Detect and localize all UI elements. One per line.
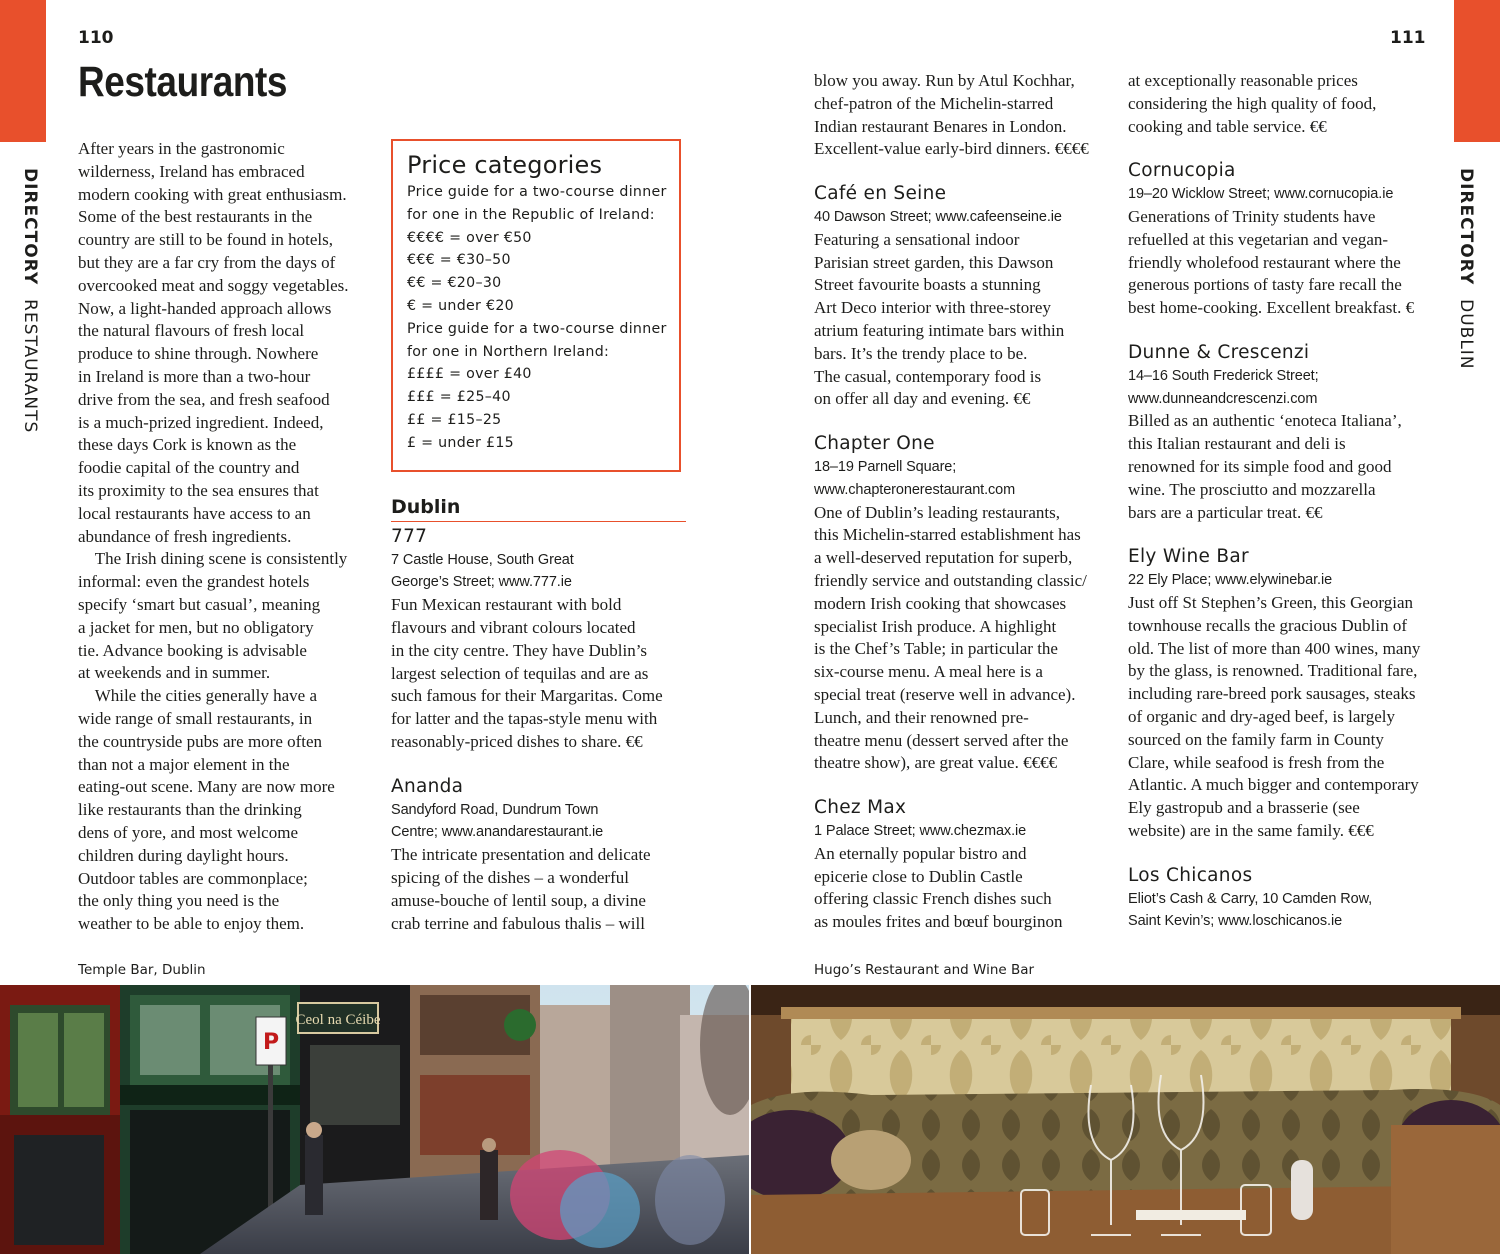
intro-line: informal: even the grandest hotels — [78, 572, 310, 592]
side-label-directory: DIRECTORY — [20, 168, 40, 286]
restaurant-address: George’s Street; www.777.ie — [391, 574, 572, 591]
continued-text-line: cooking and table service. €€ — [1128, 116, 1327, 136]
restaurant-description-line: Ely gastropub and a brasserie (see — [1128, 798, 1360, 818]
restaurant-description-line: Billed as an authentic ‘enoteca Italiana’, — [1128, 411, 1402, 431]
intro-line: in Ireland is more than a two-hour — [78, 366, 311, 386]
restaurant-name: Los Chicanos — [1128, 864, 1253, 886]
restaurant-description-line: for latter and the tapas-style menu with — [391, 709, 658, 729]
continued-text-line: Excellent-value early-bird dinners. €€€€ — [814, 139, 1089, 159]
price-line: Price guide for a two-course dinner — [407, 184, 667, 200]
intro-line: abundance of fresh ingredients. — [78, 526, 292, 546]
restaurant-description-line: largest selection of tequilas and are as — [391, 663, 649, 683]
page-number-left: 110 — [78, 28, 114, 48]
intro-line: tie. Advance booking is advisable — [78, 640, 307, 660]
intro-line: dens of yore, and most welcome — [78, 822, 298, 842]
restaurant-description-line: old. The list of more than 400 wines, many — [1128, 638, 1421, 658]
restaurant-description-line: crab terrine and fabulous thalis – will — [391, 913, 645, 933]
intro-line: country are still to be found in hotels, — [78, 230, 333, 250]
restaurant-description-line: Parisian street garden, this Dawson — [814, 252, 1054, 272]
restaurant-address: www.dunneandcrescenzi.com — [1128, 390, 1318, 407]
restaurant-description-line: theatre show), are great value. €€€€ — [814, 753, 1058, 773]
restaurant-description-line: reasonably-priced dishes to share. €€ — [391, 731, 643, 751]
restaurant-address: 7 Castle House, South Great — [391, 551, 574, 568]
restaurant-address: Saint Kevin’s; www.loschicanos.ie — [1128, 913, 1343, 930]
restaurant-description-line: spicing of the dishes – a wonderful — [391, 867, 629, 887]
pub-sign-text: Ceol na Céibe — [295, 1012, 381, 1028]
restaurant-description-line: generous portions of tasty fare recall the — [1128, 275, 1402, 295]
intro-line: drive from the sea, and fresh seafood — [78, 389, 330, 409]
intro-line: Outdoor tables are commonplace; — [78, 868, 308, 888]
restaurant-description-line: Clare, while seafood is fresh from the — [1128, 752, 1385, 772]
restaurant-description-line: Lunch, and their renowned pre- — [814, 707, 1029, 727]
price-line: for one in Northern Ireland: — [407, 343, 610, 360]
restaurant-description-line: Art Deco interior with three-storey — [814, 298, 1051, 318]
price-box-heading: Price categories — [407, 151, 603, 179]
restaurant-description-line: best home-cooking. Excellent breakfast. € — [1128, 298, 1415, 318]
restaurant-description-line: Fun Mexican restaurant with bold — [391, 595, 622, 615]
intro-line: a jacket for men, but no obligatory — [78, 617, 314, 637]
restaurant-description-line: Generations of Trinity students have — [1128, 206, 1376, 226]
price-line: ££££ = over £40 — [407, 366, 532, 383]
restaurant-address: 19–20 Wicklow Street; www.cornucopia.ie — [1128, 186, 1394, 203]
continued-text-line: Indian restaurant Benares in London. — [814, 116, 1067, 136]
price-line: £££ = £25–40 — [407, 389, 511, 406]
restaurant-description-line: this Italian restaurant and deli is — [1128, 434, 1346, 454]
restaurant-description-line: flavours and vibrant colours located — [391, 617, 636, 637]
intro-line: the natural flavours of fresh local — [78, 321, 305, 341]
restaurant-description-line: An eternally popular bistro and — [814, 843, 1027, 863]
intro-line: wilderness, Ireland has embraced — [78, 161, 305, 181]
intro-line: is a much-prized ingredient. Indeed, — [78, 412, 324, 432]
restaurant-description-line: Featuring a sensational indoor — [814, 229, 1020, 249]
restaurant-description-line: is the Chef’s Table; in particular the — [814, 639, 1058, 659]
restaurant-address: 1 Palace Street; www.chezmax.ie — [814, 822, 1027, 839]
left-side-label — [18, 168, 48, 468]
restaurant-description-line: six-course menu. A meal here is a — [814, 662, 1043, 682]
price-box-lines — [407, 181, 665, 455]
restaurant-address: Sandyford Road, Dundrum Town — [391, 801, 599, 818]
restaurant-address: 22 Ely Place; www.elywinebar.ie — [1128, 572, 1333, 589]
intro-line: wide range of small restaurants, in — [78, 708, 313, 728]
listings-col-4 — [1128, 70, 1423, 933]
intro-line: specify ‘smart but casual’, meaning — [78, 594, 321, 614]
intro-line: like restaurants than the drinking — [78, 800, 302, 820]
intro-line: modern cooking with great enthusiasm. — [78, 184, 347, 204]
continued-text-line: blow you away. Run by Atul Kochhar, — [814, 71, 1075, 90]
restaurant-description-line: including rare-breed pork sausages, steaks — [1128, 684, 1416, 704]
continued-text-line: at exceptionally reasonable prices — [1128, 71, 1358, 90]
parking-sign-text: P — [262, 1030, 280, 1055]
restaurant-address: 18–19 Parnell Square; — [814, 458, 957, 475]
intro-line: eating-out scene. Many are now more — [78, 777, 335, 797]
restaurant-description-line: by the glass, is renowned. Traditional fare, — [1128, 661, 1418, 681]
restaurant-description-line: modern Irish cooking that showcases — [814, 593, 1067, 613]
price-line: € = under €20 — [407, 297, 514, 314]
intro-line: the only thing you need is the — [78, 891, 280, 911]
price-categories-box — [391, 139, 681, 472]
intro-line: Now, a light-handed approach allows — [78, 298, 332, 318]
intro-line: Some of the best restaurants in the — [78, 207, 313, 227]
price-line: for one in the Republic of Ireland: — [407, 206, 655, 223]
restaurant-description-line: sourced on the family farm in County — [1128, 729, 1384, 749]
restaurant-description-line: website) are in the same family. €€€ — [1128, 820, 1374, 840]
restaurant-description-line: bars. It’s the trendy place to be. — [814, 343, 1028, 363]
restaurant-description-line: as moules frites and bœuf bourginon — [814, 912, 1063, 932]
intro-line: local restaurants have access to an — [78, 503, 311, 523]
restaurant-name: Cornucopia — [1128, 160, 1236, 182]
intro-line: at weekends and in summer. — [78, 663, 271, 683]
side-label-directory: DIRECTORY — [1456, 168, 1476, 286]
restaurant-address: 14–16 South Frederick Street; — [1128, 367, 1319, 384]
restaurant-description-line: friendly service and outstanding classic/ — [814, 570, 1087, 590]
restaurant-name: 777 — [391, 525, 428, 547]
price-line: Price guide for a two-course dinner — [407, 320, 667, 337]
intro-text — [78, 138, 378, 936]
intro-line: The Irish dining scene is consistently — [78, 549, 348, 569]
restaurant-description-line: Just off St Stephen’s Green, this Georgian — [1128, 592, 1414, 612]
intro-line: weather to be able to enjoy them. — [78, 914, 305, 934]
page-title: Restaurants — [78, 58, 288, 106]
right-edge-tab — [1454, 0, 1500, 142]
page-number-right: 111 — [1390, 28, 1426, 48]
intro-line: children during daylight hours. — [78, 845, 289, 865]
restaurant-description-line: such famous for their Margaritas. Come — [391, 686, 663, 706]
intro-line: than not a major element in the — [78, 754, 290, 774]
photo-caption-left: Temple Bar, Dublin — [78, 962, 206, 978]
continued-text-line: chef-patron of the Michelin-starred — [814, 93, 1054, 113]
restaurant-description-line: special treat (reserve well in advance). — [814, 684, 1076, 704]
restaurant-address: Eliot’s Cash & Carry, 10 Camden Row, — [1128, 890, 1373, 907]
restaurant-name: Chez Max — [814, 797, 907, 819]
left-edge-tab — [0, 0, 46, 142]
hugos-restaurant-photo — [751, 985, 1500, 1254]
restaurant-description-line: wine. The prosciutto and mozzarella — [1128, 479, 1376, 499]
photo-caption-right: Hugo’s Restaurant and Wine Bar — [814, 962, 1035, 978]
restaurant-description-line: offering classic French dishes such — [814, 889, 1052, 909]
restaurant-description-line: The intricate presentation and delicate — [391, 845, 651, 865]
restaurant-name: Ely Wine Bar — [1128, 546, 1249, 568]
restaurant-description-line: of organic and dry-aged beef, is largely — [1128, 706, 1396, 726]
restaurant-description-line: refuelled at this vegetarian and vegan- — [1128, 229, 1389, 249]
intro-line: produce to shine through. Nowhere — [78, 344, 319, 364]
price-line: £ = under £15 — [407, 434, 514, 451]
restaurant-description-line: specialist Irish produce. A highlight — [814, 616, 1057, 636]
side-label-section: DUBLIN — [1456, 299, 1476, 370]
price-line: €€ = €20–30 — [407, 275, 502, 292]
price-line: €€€ = €30–50 — [407, 252, 511, 269]
restaurant-description-line: this Michelin-starred establishment has — [814, 525, 1081, 545]
restaurant-name: Dunne & Crescenzi — [1128, 341, 1310, 363]
restaurant-address: Centre; www.anandarestaurant.ie — [391, 824, 604, 841]
restaurant-address: 40 Dawson Street; www.cafeenseine.ie — [814, 208, 1062, 225]
intro-line: While the cities generally have a — [78, 686, 318, 706]
intro-line: its proximity to the sea ensures that — [78, 480, 319, 500]
temple-bar-photo — [0, 985, 749, 1254]
restaurant-name: Café en Seine — [814, 183, 947, 205]
intro-line: these days Cork is known as the — [78, 435, 297, 455]
restaurant-description-line: on offer all day and evening. €€ — [814, 389, 1031, 409]
intro-line: After years in the gastronomic — [78, 139, 285, 158]
intro-line: foodie capital of the country and — [78, 458, 300, 478]
intro-line: the countryside pubs are more often — [78, 731, 323, 751]
price-line: ££ = £15–25 — [407, 411, 502, 428]
restaurant-description-line: a well-deserved reputation for superb, — [814, 548, 1073, 568]
region-heading: Dublin — [391, 496, 686, 522]
restaurant-description-line: epicerie close to Dublin Castle — [814, 866, 1023, 886]
continued-text-line: considering the high quality of food, — [1128, 93, 1377, 113]
right-side-label — [1454, 168, 1484, 468]
restaurant-description-line: Street favourite boasts a stunning — [814, 275, 1041, 295]
restaurant-description-line: Atlantic. A much bigger and contemporary — [1128, 775, 1419, 795]
restaurant-description-line: friendly wholefood restaurant where the — [1128, 252, 1401, 272]
price-line: €€€€ = over €50 — [407, 229, 532, 246]
restaurant-description-line: theatre menu (dessert served after the — [814, 730, 1069, 750]
listings-col-3 — [814, 70, 1104, 934]
intro-line: overcooked meat and soggy vegetables. — [78, 275, 349, 295]
restaurant-description-line: in the city centre. They have Dublin’s — [391, 640, 648, 660]
side-label-section: RESTAURANTS — [20, 299, 40, 434]
restaurant-name: Ananda — [391, 775, 464, 797]
restaurant-description-line: One of Dublin’s leading restaurants, — [814, 502, 1060, 522]
listings-col-2 — [391, 496, 686, 935]
restaurant-name: Chapter One — [814, 433, 935, 455]
restaurant-description-line: renowned for its simple food and good — [1128, 456, 1392, 476]
restaurant-description-line: townhouse recalls the gracious Dublin of — [1128, 615, 1408, 635]
intro-line: but they are a far cry from the days of — [78, 252, 336, 272]
restaurant-description-line: amuse-bouche of lentil soup, a divine — [391, 890, 646, 910]
restaurant-description-line: The casual, contemporary food is — [814, 366, 1042, 386]
restaurant-description-line: atrium featuring intimate bars within — [814, 320, 1065, 340]
restaurant-address: www.chapteronerestaurant.com — [814, 481, 1016, 498]
restaurant-description-line: bars are a particular treat. €€ — [1128, 502, 1323, 522]
